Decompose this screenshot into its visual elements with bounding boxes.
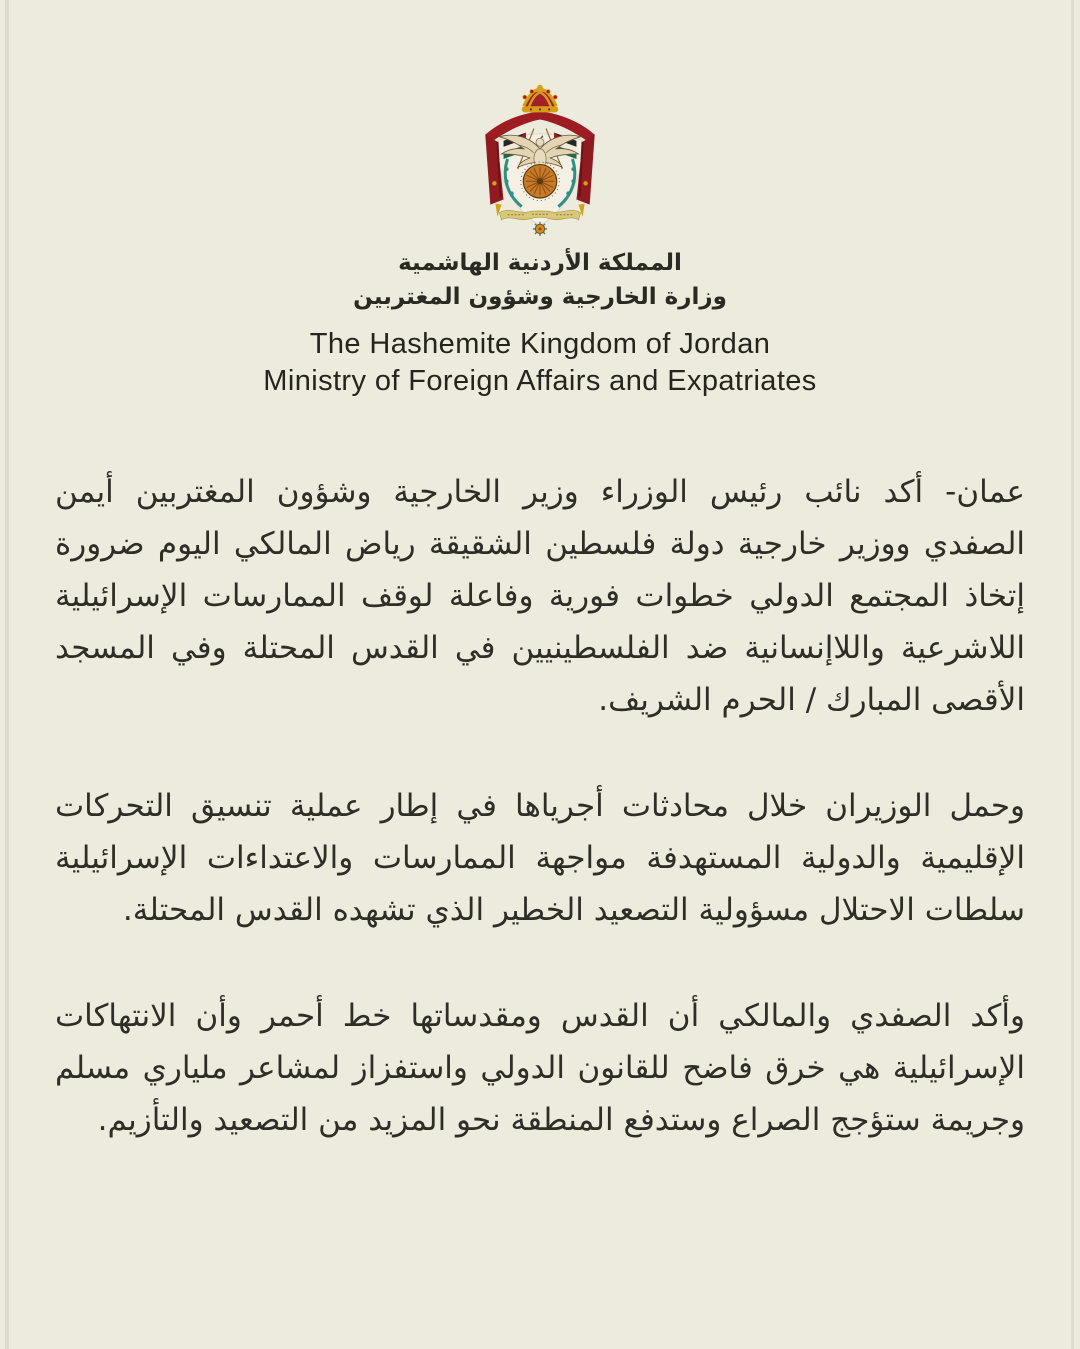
statement-body [55, 466, 1025, 1146]
letterhead [0, 0, 1080, 400]
scan-edge-right [1071, 0, 1074, 1349]
english-kingdom-title: The Hashemite Kingdom of Jordan [309, 328, 771, 360]
scan-edge-left [5, 0, 9, 1349]
statement-paragraph-1: عمان- أكد نائب رئيس الوزراء وزير الخارجية وشؤون المغتربين أيمن الصفدي ووزير خارجية دولة فلسطين الشقيقة رياض المالكي اليوم ضرورة إتخاذ المجتمع الدولي خطوات فورية وفاعلة لوقف الممارسات الإسرائيلية اللاشرعية واللاإنسانية ضد الفلسطينيين في القدس المحتلة وفي المسجد الأقصى المبارك / الحرم الشريف. [55, 474, 1025, 718]
english-ministry-title: Ministry of Foreign Affairs and Expatriates [263, 365, 817, 397]
arabic-ministry-title: وزارة الخارجية وشؤون المغتربين [353, 284, 727, 310]
medal [533, 222, 547, 236]
jordan-coat-of-arms-icon [473, 84, 607, 236]
statement-paragraph-2: وحمل الوزيران خلال محادثات أجرياها في إطار عملية تنسيق التحركات الإقليمية والدولية المستهدفة مواجهة الممارسات والاعتداءات الإسرائيلية سلطات الاحتلال مسؤولية التصعيد الخطير الذي تشهده القدس المحتلة. [55, 788, 1025, 928]
arabic-kingdom-title: المملكة الأردنية الهاشمية [398, 250, 682, 276]
statement-paragraph-3: وأكد الصفدي والمالكي أن القدس ومقدساتها خط أحمر وأن الانتهاكات الإسرائيلية هي خرق فاضح للقانون الدولي واستفزاز لمشاعر ملياري مسلم وجريمة ستؤجج الصراع وستدفع المنطقة نحو المزيد من التصعيد والتأزيم. [55, 998, 1025, 1138]
crown [522, 85, 558, 113]
